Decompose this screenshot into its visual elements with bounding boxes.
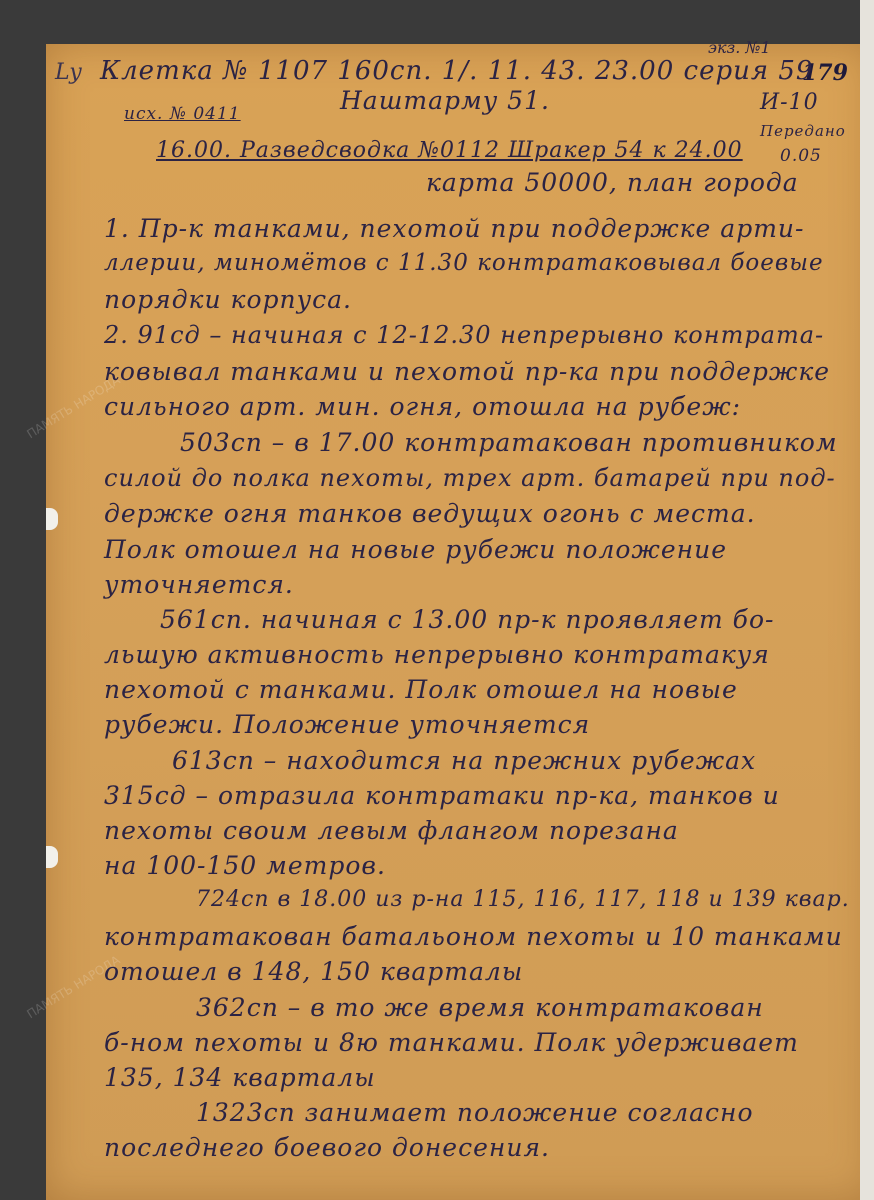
report-title: 16.00. Разведсводка №0112 Шракер 54 к 24.00 [156,138,743,163]
page-number: 179 [802,60,848,86]
body-line: 724сп в 18.00 из р-на 115, 116, 117, 118 и 139 квар. [196,887,850,912]
body-line: силой до полка пехоты, трех арт. батарей при под- [104,464,836,492]
sheet-edge [860,0,874,1200]
body-line: сильного арт. мин. огня, отошла на рубеж: [104,392,742,421]
body-line: отошел в 148, 150 кварталы [104,957,524,986]
body-line: ллерии, миномётов с 11.30 контратаковывал боевые [104,250,824,276]
body-line: 362сп – в то же время контратакован [196,993,764,1022]
transmitted-time: 0.05 [780,146,822,166]
body-line: контратакован батальоном пехоты и 10 танками [104,922,843,951]
body-line: рубежи. Положение уточняется [104,710,591,739]
body-line: б-ном пехоты и 8ю танками. Полк удерживает [104,1028,799,1057]
body-line: 2. 91сд – начиная с 12-12.30 непрерывно контрата- [104,321,825,349]
body-line: последнего боевого донесения. [104,1133,550,1162]
body-line: пехотой с танками. Полк отошел на новые [104,675,738,704]
body-line: уточняется. [104,570,294,599]
body-line: держке огня танков ведущих огонь с места. [104,499,756,528]
secret-number: исх. № 0411 [124,104,241,124]
body-line: порядки корпуса. [104,285,352,314]
copy-number: экз. №1 [708,38,771,57]
body-line: 613сп – находится на прежних рубежах [172,746,757,775]
body-line: 503сп – в 17.00 контратакован противником [180,428,838,457]
header-right-mark: И-10 [760,90,819,115]
transmitted-label: Передано [760,122,846,140]
body-line: 315сд – отразила контратаки пр-ка, танков и [104,781,780,810]
punch-hole [46,846,58,868]
body-line: пехоты своим левым флангом порезана [104,816,679,845]
punch-hole [46,508,58,530]
body-line: 561сп. начиная с 13.00 пр-к проявляет бо- [160,605,775,634]
header-line-1: Клетка № 1107 160сп. 1/. 11. 43. 23.00 серия 59 [100,56,814,86]
body-line: 1323сп занимает положение согласно [196,1098,754,1127]
body-line: ковывал танками и пехотой пр-ка при поддержке [104,357,831,386]
margin-mark: Ly [55,60,82,85]
body-line: Полк отошел на новые рубежи положение [104,535,728,564]
body-line: льшую активность непрерывно контратакуя [104,640,770,669]
map-reference: карта 50000, план города [426,168,799,197]
body-line: 135, 134 кварталы [104,1063,376,1092]
addressee: Наштарму 51. [340,86,550,115]
body-line: 1. Пр-к танками, пехотой при поддержке арти- [104,214,805,243]
body-line: на 100-150 метров. [104,851,386,880]
